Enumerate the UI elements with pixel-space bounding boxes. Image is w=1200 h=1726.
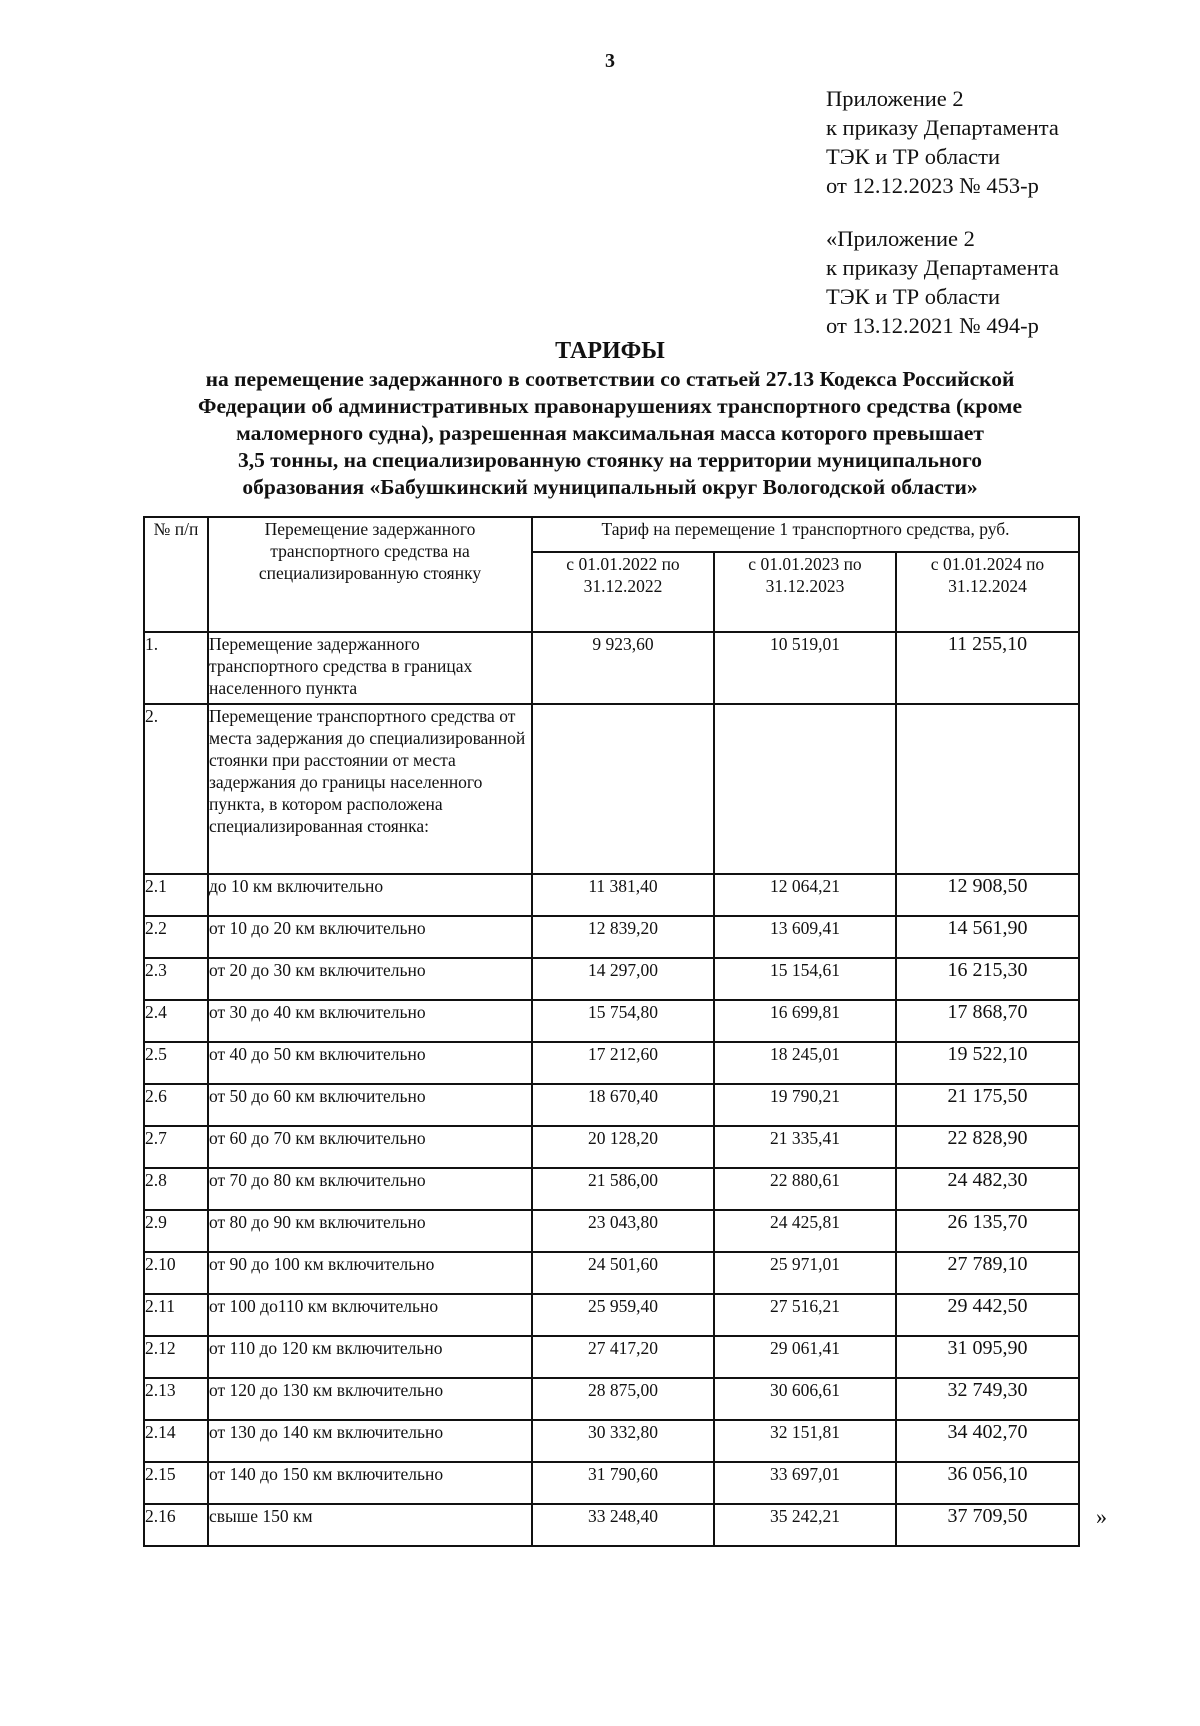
table-row — [144, 1336, 1079, 1378]
row-number-cell: 2.10 — [144, 1252, 208, 1294]
table-row — [144, 632, 1079, 704]
table-row — [144, 1252, 1079, 1294]
tariff-2023-cell: 33 697,01 — [714, 1462, 896, 1504]
tariff-2024-cell: 37 709,50 — [896, 1504, 1079, 1546]
tariff-2022-cell: 14 297,00 — [532, 958, 714, 1000]
row-name-cell: Перемещение задержанного транспортного средства в границах населенного пункта — [208, 632, 532, 704]
table-row — [144, 1210, 1079, 1252]
tariff-2022-cell: 23 043,80 — [532, 1210, 714, 1252]
table-row — [144, 874, 1079, 916]
tariff-2023-cell: 25 971,01 — [714, 1252, 896, 1294]
appendix-original — [826, 224, 1059, 340]
header-name: Перемещение задержанного транспортного средства на специализированную стоянку — [208, 517, 532, 632]
appendix-header — [826, 84, 1059, 200]
row-name-cell: от 90 до 100 км включительно — [208, 1252, 532, 1294]
tariff-2022-cell: 18 670,40 — [532, 1084, 714, 1126]
tariff-2023-cell: 27 516,21 — [714, 1294, 896, 1336]
row-name-cell: от 30 до 40 км включительно — [208, 1000, 532, 1042]
tariff-2024-cell: 16 215,30 — [896, 958, 1079, 1000]
tariff-2023-cell: 15 154,61 — [714, 958, 896, 1000]
row-name-cell: от 60 до 70 км включительно — [208, 1126, 532, 1168]
header-period-2022: с 01.01.2022 по 31.12.2022 — [532, 552, 714, 632]
tariff-2023-cell: 12 064,21 — [714, 874, 896, 916]
tariff-2024-cell: 11 255,10 — [896, 632, 1079, 704]
tariff-2023-cell: 13 609,41 — [714, 916, 896, 958]
table-row — [144, 1042, 1079, 1084]
row-number-cell: 2.8 — [144, 1168, 208, 1210]
row-name-cell: от 80 до 90 км включительно — [208, 1210, 532, 1252]
document-title — [140, 336, 1080, 501]
tariff-2022-cell — [532, 704, 714, 874]
header-period-2023: с 01.01.2023 по 31.12.2023 — [714, 552, 896, 632]
appendix-original-line: к приказу Департамента — [826, 255, 1059, 280]
tariff-2022-cell: 12 839,20 — [532, 916, 714, 958]
row-number-cell: 2.16 — [144, 1504, 208, 1546]
tariff-2022-cell: 24 501,60 — [532, 1252, 714, 1294]
table-row — [144, 1420, 1079, 1462]
table-row — [144, 1504, 1079, 1546]
tariff-2023-cell: 21 335,41 — [714, 1126, 896, 1168]
row-number-cell: 2.13 — [144, 1378, 208, 1420]
tariff-2022-cell: 9 923,60 — [532, 632, 714, 704]
row-number-cell: 2.4 — [144, 1000, 208, 1042]
appendix-header-line: Приложение 2 — [826, 86, 964, 111]
tariff-2024-cell: 14 561,90 — [896, 916, 1079, 958]
title-subtitle-line: образования «Бабушкинский муниципальный округ Вологодской области» — [242, 475, 978, 499]
tariff-2024-cell: 29 442,50 — [896, 1294, 1079, 1336]
tariff-2024-cell: 24 482,30 — [896, 1168, 1079, 1210]
table-row — [144, 958, 1079, 1000]
tariff-2022-cell: 31 790,60 — [532, 1462, 714, 1504]
tariff-2024-cell: 17 868,70 — [896, 1000, 1079, 1042]
tariff-2023-cell — [714, 704, 896, 874]
appendix-original-line: ТЭК и ТР области — [826, 284, 1000, 309]
row-number-cell: 2.1 — [144, 874, 208, 916]
tariff-2023-cell: 24 425,81 — [714, 1210, 896, 1252]
title-subtitle-line: 3,5 тонны, на специализированную стоянку на территории муниципального — [238, 448, 982, 472]
tariff-2024-cell — [896, 704, 1079, 874]
tariff-2024-cell: 19 522,10 — [896, 1042, 1079, 1084]
row-number-cell: 2.9 — [144, 1210, 208, 1252]
tariff-2022-cell: 17 212,60 — [532, 1042, 714, 1084]
tariff-2022-cell: 33 248,40 — [532, 1504, 714, 1546]
tariff-2024-cell: 31 095,90 — [896, 1336, 1079, 1378]
row-name-cell: от 70 до 80 км включительно — [208, 1168, 532, 1210]
table-row — [144, 1378, 1079, 1420]
row-number-cell: 2.12 — [144, 1336, 208, 1378]
tariff-2023-cell: 19 790,21 — [714, 1084, 896, 1126]
row-number-cell: 2.3 — [144, 958, 208, 1000]
table-row — [144, 1000, 1079, 1042]
row-name-cell: свыше 150 км — [208, 1504, 532, 1546]
tariff-2023-cell: 22 880,61 — [714, 1168, 896, 1210]
tariff-2023-cell: 16 699,81 — [714, 1000, 896, 1042]
tariff-2024-cell: 26 135,70 — [896, 1210, 1079, 1252]
row-name-cell: от 140 до 150 км включительно — [208, 1462, 532, 1504]
title-subtitle-line: на перемещение задержанного в соответствии со статьей 27.13 Кодекса Российской — [205, 367, 1015, 391]
row-number-cell: 2.5 — [144, 1042, 208, 1084]
row-name-cell: Перемещение транспортного средства от места задержания до специализированной стоянки при расстоянии от места задержания до границы населенного пункта, в котором расположена специализированная стоянка: — [208, 704, 532, 874]
row-number-cell: 2.2 — [144, 916, 208, 958]
tariff-2023-cell: 32 151,81 — [714, 1420, 896, 1462]
tariff-2022-cell: 11 381,40 — [532, 874, 714, 916]
row-number-cell: 2. — [144, 704, 208, 874]
tariff-2024-cell: 36 056,10 — [896, 1462, 1079, 1504]
row-name-cell: от 120 до 130 км включительно — [208, 1378, 532, 1420]
row-number-cell: 2.14 — [144, 1420, 208, 1462]
row-number-cell: 2.11 — [144, 1294, 208, 1336]
tariff-2023-cell: 29 061,41 — [714, 1336, 896, 1378]
table-row — [144, 704, 1079, 874]
row-name-cell: от 100 до110 км включительно — [208, 1294, 532, 1336]
tariff-2022-cell: 15 754,80 — [532, 1000, 714, 1042]
tariff-2022-cell: 28 875,00 — [532, 1378, 714, 1420]
appendix-original-line: от 13.12.2021 № 494-р — [826, 313, 1039, 338]
appendix-header-line: к приказу Департамента — [826, 115, 1059, 140]
table-row — [144, 916, 1079, 958]
tariff-2024-cell: 12 908,50 — [896, 874, 1079, 916]
tariff-2022-cell: 25 959,40 — [532, 1294, 714, 1336]
tariff-2023-cell: 18 245,01 — [714, 1042, 896, 1084]
header-num: № п/п — [144, 517, 208, 632]
tariff-2024-cell: 34 402,70 — [896, 1420, 1079, 1462]
row-name-cell: от 20 до 30 км включительно — [208, 958, 532, 1000]
tariff-2022-cell: 20 128,20 — [532, 1126, 714, 1168]
tariff-2022-cell: 21 586,00 — [532, 1168, 714, 1210]
tariff-2023-cell: 35 242,21 — [714, 1504, 896, 1546]
table-row — [144, 1168, 1079, 1210]
table-row — [144, 1294, 1079, 1336]
row-name-cell: от 50 до 60 км включительно — [208, 1084, 532, 1126]
tariff-2022-cell: 27 417,20 — [532, 1336, 714, 1378]
page-number: 3 — [605, 50, 615, 72]
tariff-2024-cell: 27 789,10 — [896, 1252, 1079, 1294]
table-row — [144, 1126, 1079, 1168]
row-number-cell: 2.6 — [144, 1084, 208, 1126]
table-row — [144, 1084, 1079, 1126]
tariff-2024-cell: 21 175,50 — [896, 1084, 1079, 1126]
row-name-cell: от 130 до 140 км включительно — [208, 1420, 532, 1462]
title-subtitle-line: маломерного судна), разрешенная максимальная масса которого превышает — [236, 421, 984, 445]
title-subtitle-line: Федерации об административных правонарушениях транспортного средства (кроме — [197, 394, 1022, 418]
appendix-header-line: ТЭК и ТР области — [826, 144, 1000, 169]
row-name-cell: от 40 до 50 км включительно — [208, 1042, 532, 1084]
row-number-cell: 1. — [144, 632, 208, 704]
appendix-header-line: от 12.12.2023 № 453-р — [826, 173, 1039, 198]
tariff-2023-cell: 10 519,01 — [714, 632, 896, 704]
table-row — [144, 1462, 1079, 1504]
row-name-cell: до 10 км включительно — [208, 874, 532, 916]
header-period-2024: с 01.01.2024 по 31.12.2024 — [896, 552, 1079, 632]
tariff-table — [143, 516, 1080, 1547]
tariff-2024-cell: 22 828,90 — [896, 1126, 1079, 1168]
tariff-2022-cell: 30 332,80 — [532, 1420, 714, 1462]
row-name-cell: от 10 до 20 км включительно — [208, 916, 532, 958]
title-main: ТАРИФЫ — [555, 338, 665, 364]
tariff-2024-cell: 32 749,30 — [896, 1378, 1079, 1420]
tariff-2023-cell: 30 606,61 — [714, 1378, 896, 1420]
appendix-original-line: «Приложение 2 — [826, 226, 975, 251]
closing-quote: » — [1096, 1504, 1107, 1529]
row-number-cell: 2.15 — [144, 1462, 208, 1504]
row-name-cell: от 110 до 120 км включительно — [208, 1336, 532, 1378]
row-number-cell: 2.7 — [144, 1126, 208, 1168]
header-tariff: Тариф на перемещение 1 транспортного средства, руб. — [532, 517, 1079, 552]
